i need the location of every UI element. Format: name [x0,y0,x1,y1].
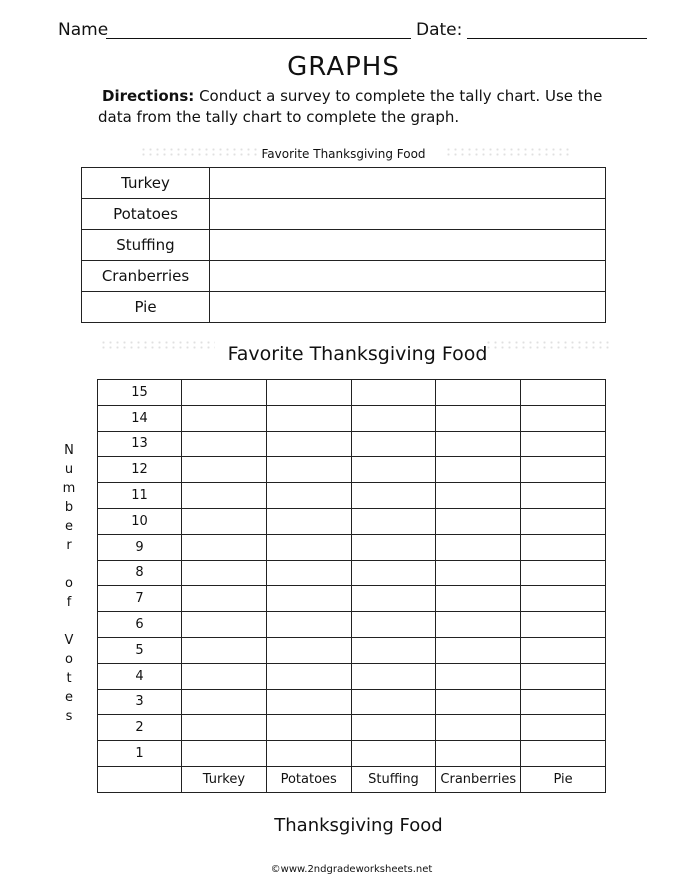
grid-row [98,457,606,483]
y-tick-label: 15 [98,380,182,406]
grid-cell[interactable] [521,431,606,457]
x-tick-label: Potatoes [266,766,351,792]
tally-row [82,261,606,292]
y-axis-label-letter: V [64,633,74,648]
y-axis-label-letter: r [66,538,72,553]
grid-row [98,405,606,431]
tally-row-label: Cranberries [82,261,210,292]
grid-cell[interactable] [182,586,267,612]
grid-cell[interactable] [182,405,267,431]
grid-cell[interactable] [436,586,521,612]
y-tick-label: 12 [98,457,182,483]
grid-cell[interactable] [182,431,267,457]
tally-chart [81,167,606,323]
x-axis-label: Thanksgiving Food [274,815,443,836]
grid-cell[interactable] [351,457,436,483]
grid-cell[interactable] [351,715,436,741]
x-tick-label: Cranberries [436,766,521,792]
tally-cell[interactable] [210,292,606,323]
grid-cell[interactable] [351,741,436,767]
y-tick-label: 11 [98,483,182,509]
y-axis-label-letter: N [64,443,74,458]
grid-row [98,508,606,534]
grid-cell[interactable] [266,380,351,406]
y-tick-label: 7 [98,586,182,612]
grid-cell[interactable] [351,560,436,586]
y-axis-label-letter: e [65,519,73,534]
tally-row-label: Stuffing [82,230,210,261]
grid-cell[interactable] [521,483,606,509]
tally-cell[interactable] [210,199,606,230]
y-tick-label: 3 [98,689,182,715]
tally-row-label: Potatoes [82,199,210,230]
grid-cell[interactable] [182,689,267,715]
tally-row [82,292,606,323]
grid-cell[interactable] [351,508,436,534]
corner-cell [98,766,182,792]
grid-cell[interactable] [521,405,606,431]
grid-row [98,663,606,689]
y-tick-label: 5 [98,637,182,663]
grid-cell[interactable] [436,715,521,741]
grid-cell[interactable] [266,431,351,457]
y-axis-label-letter: m [62,481,76,496]
grid-cell[interactable] [266,663,351,689]
directions-label: Directions: [102,87,195,105]
grid-row [98,380,606,406]
grid-row [98,586,606,612]
y-tick-label: 2 [98,715,182,741]
grid-cell[interactable] [351,380,436,406]
grid-cell[interactable] [182,741,267,767]
grid-cell[interactable] [182,560,267,586]
grid-cell[interactable] [436,560,521,586]
y-axis-label-letter: e [65,690,73,705]
y-tick-label: 1 [98,741,182,767]
grid-cell[interactable] [351,483,436,509]
y-axis-label-letter: o [65,576,73,591]
tally-row [82,230,606,261]
grid-cell[interactable] [266,508,351,534]
grid-cell[interactable] [182,663,267,689]
grid-row [98,483,606,509]
grid-cell[interactable] [351,612,436,638]
bar-graph-grid [97,379,606,793]
x-tick-label: Turkey [182,766,267,792]
grid-cell[interactable] [521,612,606,638]
grid-row [98,612,606,638]
grid-cell[interactable] [182,508,267,534]
grid-cell[interactable] [436,637,521,663]
grid-cell[interactable] [182,715,267,741]
grid-cell[interactable] [521,689,606,715]
grid-cell[interactable] [436,663,521,689]
grid-cell[interactable] [266,612,351,638]
tally-chart-title: Favorite Thanksgiving Food [261,147,426,161]
grid-cell[interactable] [521,586,606,612]
grid-cell[interactable] [436,508,521,534]
grid-cell[interactable] [521,741,606,767]
tally-row [82,168,606,199]
grid-cell[interactable] [436,612,521,638]
tally-cell[interactable] [210,168,606,199]
directions-line1: Conduct a survey to complete the tally chart. Use the [199,87,603,105]
grid-cell[interactable] [436,380,521,406]
y-axis-label-letter: f [66,595,72,610]
grid-cell[interactable] [266,405,351,431]
grid-cell[interactable] [436,431,521,457]
y-tick-label: 10 [98,508,182,534]
grid-row [98,689,606,715]
name-field[interactable] [106,38,411,39]
grid-cell[interactable] [182,612,267,638]
grid-row [98,534,606,560]
y-axis-label-letter: u [64,462,74,477]
grid-cell[interactable] [436,483,521,509]
x-tick-label: Stuffing [351,766,436,792]
grid-cell[interactable] [266,534,351,560]
y-tick-label: 4 [98,663,182,689]
tally-row [82,199,606,230]
grid-row [98,741,606,767]
grid-cell[interactable] [351,689,436,715]
grid-cell[interactable] [351,534,436,560]
grid-cell[interactable] [182,483,267,509]
y-tick-label: 6 [98,612,182,638]
grid-cell[interactable] [436,741,521,767]
date-label: Date: [416,20,463,40]
grid-cell[interactable] [182,457,267,483]
grid-cell[interactable] [436,457,521,483]
tally-cell[interactable] [210,261,606,292]
grid-cell[interactable] [351,431,436,457]
grid-cell[interactable] [266,457,351,483]
name-label: Name [58,20,109,40]
grid-cell[interactable] [521,663,606,689]
x-tick-label: Pie [521,766,606,792]
directions-line2: data from the tally chart to complete the graph. [98,108,460,126]
tally-cell[interactable] [210,230,606,261]
category-row [98,766,606,792]
y-tick-label: 8 [98,560,182,586]
y-tick-label: 9 [98,534,182,560]
y-axis-label-letter: t [66,671,72,686]
grid-cell[interactable] [521,380,606,406]
grid-cell[interactable] [266,715,351,741]
page-title: GRAPHS [287,52,400,82]
grid-cell[interactable] [266,689,351,715]
tally-row-label: Pie [82,292,210,323]
grid-cell[interactable] [351,586,436,612]
grid-cell[interactable] [521,457,606,483]
y-axis-label-letter: s [65,709,73,724]
grid-cell[interactable] [266,586,351,612]
date-field[interactable] [467,38,647,39]
grid-row [98,560,606,586]
grid-cell[interactable] [521,637,606,663]
grid-cell[interactable] [351,405,436,431]
grid-cell[interactable] [521,534,606,560]
grid-row [98,715,606,741]
copyright: ©www.2ndgradeworksheets.net [270,864,433,875]
grid-cell[interactable] [436,689,521,715]
grid-cell[interactable] [521,560,606,586]
tally-row-label: Turkey [82,168,210,199]
grid-cell[interactable] [182,380,267,406]
y-axis-label-letter: o [65,652,73,667]
grid-row [98,431,606,457]
grid-cell[interactable] [266,483,351,509]
grid-cell[interactable] [182,534,267,560]
grid-cell[interactable] [266,741,351,767]
grid-cell[interactable] [266,637,351,663]
grid-cell[interactable] [436,534,521,560]
directions [98,86,622,126]
grid-cell[interactable] [436,405,521,431]
y-axis-label-letter: b [64,500,74,515]
grid-cell[interactable] [266,560,351,586]
y-tick-label: 13 [98,431,182,457]
grid-cell[interactable] [182,637,267,663]
grid-cell[interactable] [351,663,436,689]
grid-cell[interactable] [521,715,606,741]
grid-cell[interactable] [351,637,436,663]
grid-row [98,637,606,663]
grid-cell[interactable] [521,508,606,534]
y-tick-label: 14 [98,405,182,431]
graph-title: Favorite Thanksgiving Food [227,343,488,365]
